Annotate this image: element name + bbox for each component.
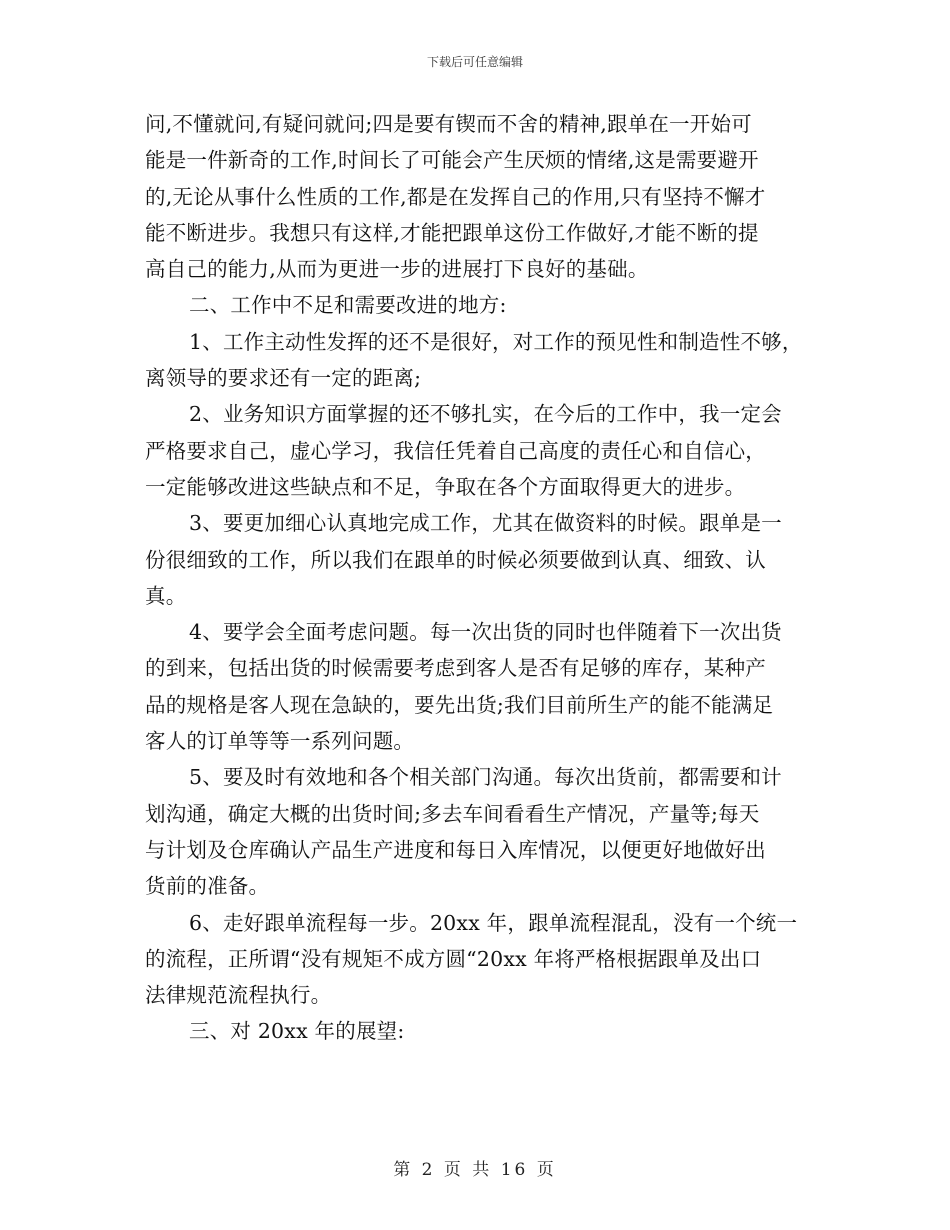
paragraph-line: 3、要更加细心认真地完成工作，尤其在做资料的时候。跟单是一 — [189, 511, 782, 536]
paragraph-line: 客人的订单等等一系列问题。 — [145, 729, 415, 754]
paragraph-line: 4、要学会全面考虑问题。每一次出货的同时也伴随着下一次出货 — [189, 620, 782, 645]
paragraph-line: 货前的准备。 — [145, 874, 270, 899]
paragraph-line: 能是一件新奇的工作,时间长了可能会产生厌烦的情绪,这是需要避开 — [145, 148, 759, 173]
paragraph-line: 划沟通，确定大概的出货时间;多去车间看看生产情况，产量等;每天 — [145, 801, 760, 826]
paragraph-line: 1、工作主动性发挥的还不是很好，对工作的预见性和制造性不够， — [189, 329, 803, 354]
paragraph-line: 一定能够改进这些缺点和不足，争取在各个方面取得更大的进步。 — [145, 474, 746, 499]
paragraph-line: 真。 — [145, 583, 187, 608]
paragraph-line: 的流程，正所谓“没有规矩不成方圆“20xx 年将严格根据跟单及出口 — [145, 946, 762, 971]
paragraph-line: 5、要及时有效地和各个相关部门沟通。每次出货前，都需要和计 — [189, 765, 782, 790]
paragraph-line: 2、业务知识方面掌握的还不够扎实，在今后的工作中，我一定会 — [189, 402, 782, 427]
section-heading: 三、对 20xx 年的展望: — [189, 1019, 405, 1044]
paragraph-line: 的,无论从事什么性质的工作,都是在发挥自己的作用,只有坚持不懈才 — [145, 184, 766, 209]
paragraph-line: 份很细致的工作，所以我们在跟单的时候必须要做到认真、细致、认 — [145, 547, 766, 572]
document-body — [145, 106, 811, 1050]
page-number: 第 2 页 共 16 页 — [393, 1160, 557, 1180]
paragraph-line: 品的规格是客人现在急缺的，要先出货;我们目前所生产的能不能满足 — [145, 692, 774, 717]
paragraph-line: 6、走好跟单流程每一步。20xx 年，跟单流程混乱，没有一个统一 — [189, 910, 798, 935]
paragraph-line: 问,不懂就问,有疑问就问;四是要有锲而不舍的精神,跟单在一开始可 — [145, 112, 752, 136]
paragraph-line: 的到来，包括出货的时候需要考虑到客人是否有足够的库存，某种产 — [145, 656, 766, 681]
paragraph-line: 严格要求自己，虚心学习，我信任凭着自己高度的责任心和自信心， — [145, 438, 766, 463]
page-header-note: 下载后可任意编辑 — [426, 55, 523, 69]
paragraph-line: 能不断进步。我想只有这样,才能把跟单这份工作做好,才能不断的提 — [145, 220, 759, 245]
paragraph-line: 与计划及仓库确认产品生产进度和每日入库情况，以便更好地做好出 — [145, 837, 766, 862]
section-heading: 二、工作中不足和需要改进的地方: — [189, 293, 507, 318]
paragraph-line: 高自己的能力,从而为更进一步的进展打下良好的基础。 — [145, 257, 649, 282]
paragraph-line: 离领导的要求还有一定的距离; — [145, 366, 422, 391]
paragraph-line: 法律规范流程执行。 — [145, 983, 332, 1008]
